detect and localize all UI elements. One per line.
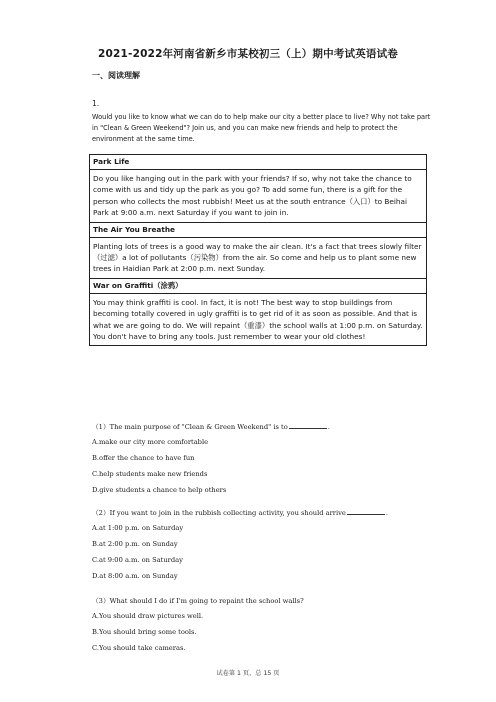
passage-body-park-life: Do you like hanging out in the park with your friends? If so, why not take the chance to come with us and tidy up the park as you go? To add some fun, there is a gift for the person who collects the most rubbish! Meet us at the south entrance（入口）to Beihai Park at 9:00 a.m. next Saturday if you want to join in. — [90, 170, 426, 223]
passage-heading-air: The Air You Breathe — [90, 223, 426, 238]
page-footer: 试卷第 1 页，总 15 页 — [216, 670, 280, 677]
question-1-text: （1）The main purpose of "Clean & Green Weekend" is to — [92, 423, 288, 431]
question-1-option-c[interactable]: C.help students make new friends — [92, 470, 208, 478]
question-1-option-b[interactable]: B.offer the chance to have fun — [92, 454, 195, 462]
question-3-option-b[interactable]: B.You should bring some tools. — [92, 628, 197, 636]
question-3-option-c[interactable]: C.You should take cameras. — [92, 644, 186, 652]
answer-blank[interactable] — [347, 508, 385, 515]
question-2-text: （2）If you want to join in the rubbish collecting activity, you should arrive — [92, 509, 346, 517]
question-2-option-d[interactable]: D.at 8:00 a.m. on Sunday — [92, 572, 178, 580]
intro-paragraph: Would you like to know what we can do to help make our city a better place to live? Why not take part in "Clean & Green Weekend"? Join us, and you can make new friends and help to protect the environment at the same time. — [92, 113, 431, 143]
question-1-end: . — [327, 423, 330, 431]
passage-heading-park-life: Park Life — [90, 155, 426, 170]
passage-body-graffiti: You may think graffiti is cool. In fact, it is not! The best way to stop buildings from becoming totally covered in ugly graffiti is to get rid of it as soon as possible. And that is what we are going to do. We will repaint（重漆）the school walls at 1:00 p.m. on Saturday. You don't have to bring any tools. Just remember to wear your old clothes! — [93, 297, 423, 342]
question-2-option-a[interactable]: A.at 1:00 p.m. on Saturday — [92, 524, 184, 532]
question-1-option-d[interactable]: D.give students a chance to help others — [92, 486, 227, 494]
passage-table — [89, 154, 427, 346]
passage-heading-graffiti: War on Graffiti（涂鸦） — [90, 279, 426, 294]
question-2-option-b[interactable]: B.at 2:00 p.m. on Sunday — [92, 540, 178, 548]
passage-body-air: Planting lots of trees is a good way to make the air clean. It's a fact that trees slowly filter（过滤）a lot of pollutants（污染物）from the air. So come and help us to plant some new trees in Haidian Park at 2:00 p.m. next Sunday. — [90, 238, 426, 279]
question-2-end: . — [385, 509, 389, 517]
question-number: 1. — [92, 99, 100, 108]
question-1-option-a[interactable]: A.make our city more comfortable — [92, 438, 209, 446]
section-heading: 一、阅读理解 — [92, 71, 140, 80]
question-2-option-c[interactable]: C.at 9:00 a.m. on Saturday — [92, 556, 183, 564]
question-3-stem — [92, 596, 304, 606]
question-2-stem — [92, 508, 388, 518]
page-title: 2021-2022年河南省新乡市某校初三（上）期中考试英语试卷 — [97, 48, 398, 60]
question-3-option-a[interactable]: A.You should draw pictures well. — [92, 612, 204, 620]
answer-blank[interactable] — [289, 422, 327, 429]
question-1-stem — [92, 422, 330, 432]
question-3-text: （3）What should I do if I'm going to repaint the school walls? — [92, 597, 304, 605]
